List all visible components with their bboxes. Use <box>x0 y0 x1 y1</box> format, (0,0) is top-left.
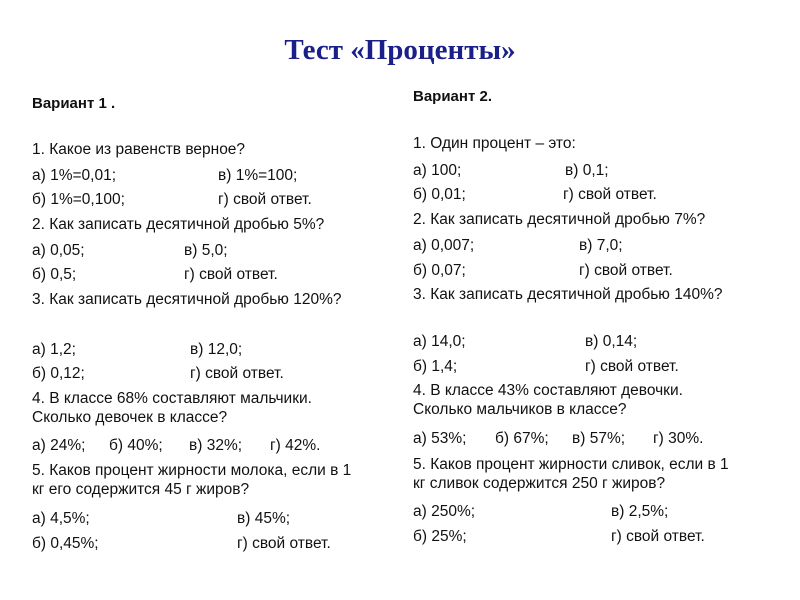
answer-v: в) 0,1; <box>565 162 609 179</box>
answer-v: в) 5,0; <box>184 242 228 259</box>
answer-g: г) свой ответ. <box>190 365 284 382</box>
question-4: 4. В классе 43% составляют девочки. Сколько мальчиков в классе? <box>413 382 683 418</box>
question-3: 3. Как записать десятичной дробью 120%? <box>32 291 342 308</box>
answer-b: б) 0,5; <box>32 266 77 283</box>
answer-v: в) 12,0; <box>190 341 243 358</box>
answer-a: а) 0,007; <box>413 237 475 254</box>
answer-v: в) 1%=100; <box>218 167 298 184</box>
question-1: 1. Один процент – это: <box>413 135 576 152</box>
answer-a: а) 1%=0,01; <box>32 167 117 184</box>
answer-b: б) 1%=0,100; <box>32 191 125 208</box>
question-2: 2. Как записать десятичной дробью 7%? <box>413 211 706 228</box>
answer-g: г) свой ответ. <box>563 186 657 203</box>
answer-b: б) 1,4; <box>413 358 458 375</box>
answer-a: а) 4,5%; <box>32 510 90 527</box>
answer-b: б) 0,45%; <box>32 535 99 552</box>
answer-b: б) 25%; <box>413 528 467 545</box>
answer-v: в) 45%; <box>237 510 291 527</box>
answer-a: а) 250%; <box>413 503 476 520</box>
answer-b: б) 67%; <box>495 430 549 447</box>
answer-b: б) 0,07; <box>413 262 466 279</box>
question-5: 5. Каков процент жирности молока, если в 1 кг его содержится 45 г жиров? <box>32 462 352 498</box>
answer-a: а) 1,2; <box>32 341 76 358</box>
answer-g: г) свой ответ. <box>218 191 312 208</box>
answer-v: в) 0,14; <box>585 333 638 350</box>
answer-g: г) свой ответ. <box>585 358 679 375</box>
answer-v: в) 2,5%; <box>611 503 669 520</box>
answer-b: б) 0,12; <box>32 365 85 382</box>
answer-g: г) свой ответ. <box>237 535 331 552</box>
answer-g: г) 42%. <box>270 437 321 454</box>
variant-2-heading: Вариант 2. <box>413 88 492 105</box>
answer-a: а) 14,0; <box>413 333 466 350</box>
question-1: 1. Какое из равенств верное? <box>32 141 246 158</box>
page-title: Тест «Проценты» <box>284 34 516 66</box>
answer-g: г) свой ответ. <box>611 528 705 545</box>
question-5: 5. Каков процент жирности сливок, если в 1 кг сливок содержится 250 г жиров? <box>413 456 729 492</box>
variant-1-heading: Вариант 1 . <box>32 95 116 112</box>
answer-v: в) 57%; <box>572 430 626 447</box>
answer-a: а) 53%; <box>413 430 467 447</box>
question-3: 3. Как записать десятичной дробью 140%? <box>413 286 723 303</box>
question-4: 4. В классе 68% составляют мальчики. Сколько девочек в классе? <box>32 390 312 426</box>
answer-g: г) свой ответ. <box>579 262 673 279</box>
answer-a: а) 0,05; <box>32 242 85 259</box>
answer-g: г) 30%. <box>653 430 704 447</box>
answer-b: б) 0,01; <box>413 186 466 203</box>
answer-v: в) 7,0; <box>579 237 623 254</box>
answer-g: г) свой ответ. <box>184 266 278 283</box>
question-2: 2. Как записать десятичной дробью 5%? <box>32 216 325 233</box>
answer-a: а) 100; <box>413 162 462 179</box>
answer-a: а) 24%; <box>32 437 86 454</box>
answer-b: б) 40%; <box>109 437 163 454</box>
answer-v: в) 32%; <box>189 437 243 454</box>
